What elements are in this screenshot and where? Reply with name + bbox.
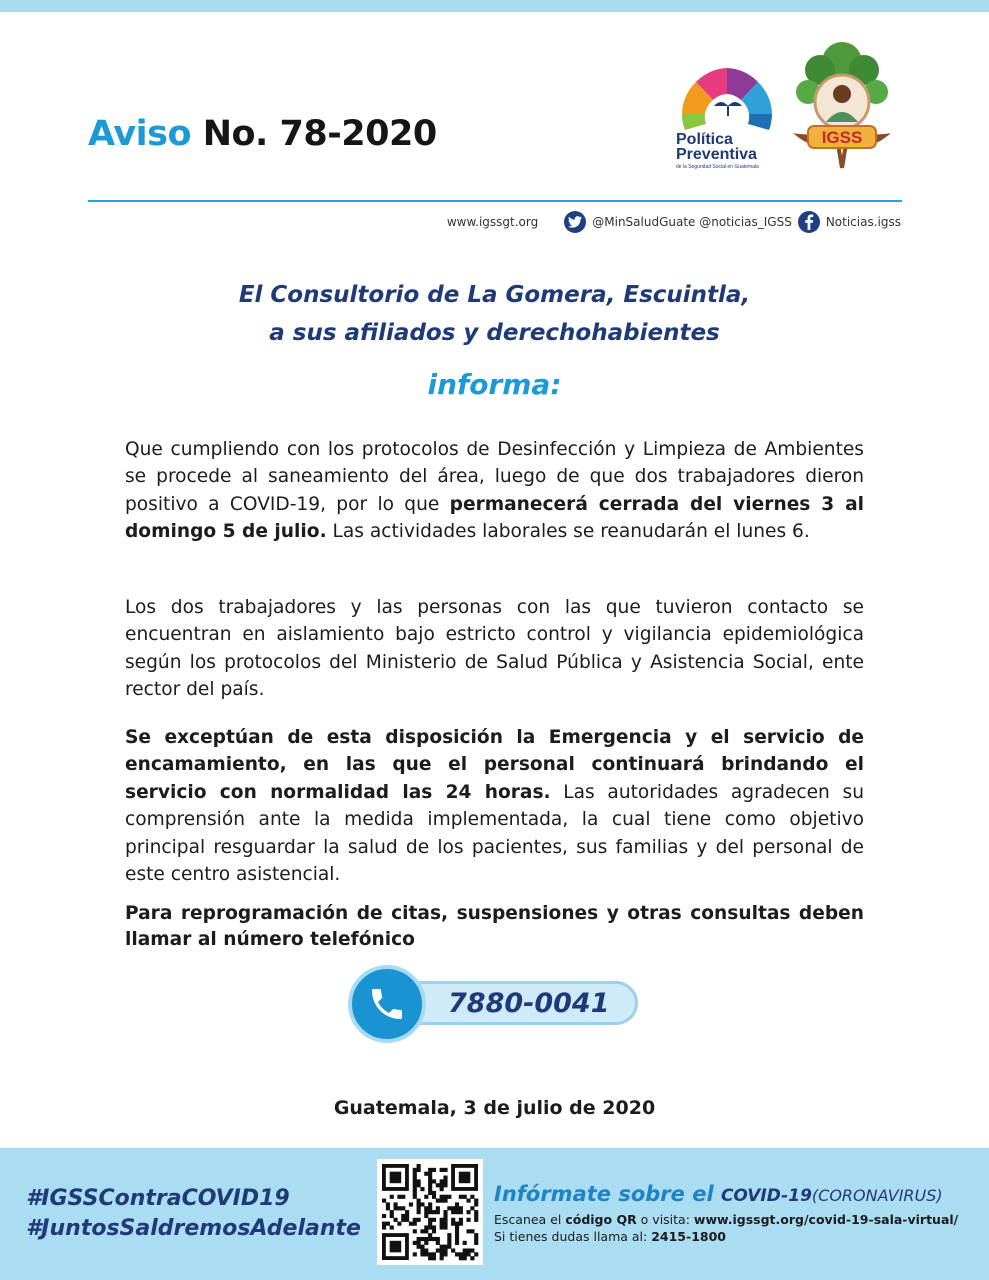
politica-preventiva-logo: [668, 58, 786, 174]
heading-line-1: El Consultorio de La Gomera, Escuintla,: [238, 282, 751, 308]
notice-title: [88, 114, 437, 154]
logo-text-politica: Política: [676, 131, 733, 148]
info-title-coronavirus: (CORONAVIRUS): [811, 1186, 943, 1205]
info-line-1-qr: código QR: [565, 1212, 637, 1227]
heading-line-2: a sus afiliados y derechohabientes: [269, 320, 720, 346]
paragraph-2: Los dos trabajadores y las personas con las que tuvieron contacto se encuentran en aislamiento bajo estricto control y vigilancia epidemiológica según los protocolos del Ministerio de Salud Pública y Asistencia Social, ente rector del país.: [125, 597, 864, 701]
paragraph-1-bold: permanecerá cerrada del viernes 3 al domingo 5 de julio.: [125, 493, 864, 543]
info-line-1-a: Escanea el: [494, 1212, 566, 1227]
info-line-2-a: Si tienes dudas llama al:: [494, 1229, 652, 1244]
facebook-icon: [798, 211, 820, 233]
facebook-page[interactable]: Noticias.igss: [825, 215, 901, 229]
info-title-lead: Infórmate sobre el: [494, 1182, 721, 1206]
info-line-1-url[interactable]: www.igssgt.org/covid-19-sala-virtual/: [693, 1212, 959, 1227]
paragraph-1: [125, 436, 864, 546]
paragraph-1-text-a: Que cumpliendo con los protocolos de Desinfección y Limpieza de Ambientes se procede al saneamiento del área, luego de que dos trabajadores dieron positivo a COVID-19, por lo que: [125, 439, 864, 515]
phone-icon: [348, 965, 426, 1043]
info-line-2: [494, 1229, 726, 1244]
qr-code[interactable]: [377, 1159, 483, 1265]
paragraph-1-text-c: Las actividades laborales se reanudarán el lunes 6.: [326, 521, 810, 543]
date-line: Guatemala, 3 de julio de 2020: [333, 1097, 656, 1119]
paragraph-3: [125, 724, 864, 888]
phone-number[interactable]: 7880-0041: [448, 988, 610, 1019]
info-line-1-c: o visita:: [636, 1212, 694, 1227]
informa-heading: informa:: [427, 368, 562, 401]
info-title: [494, 1182, 943, 1206]
info-title-covid: COVID-19: [720, 1186, 812, 1206]
hashtag-1: #IGSSContraCOVID19: [26, 1186, 290, 1211]
social-links: [447, 210, 901, 234]
paragraph-3-text: Las autoridades agradecen su comprensión ante la medida implementada, la cual tiene como objetivo principal resguardar la salud de los pacientes, sus familias y del personal de este centro asistencial.: [125, 781, 864, 886]
website-link[interactable]: www.igssgt.org: [446, 215, 539, 229]
paragraph-3-bold: Se exceptúan de esta disposición la Emergencia y el servicio de encamamiento, en las que el personal continuará brindando el servicio con normalidad las 24 horas.: [125, 727, 864, 803]
header-divider: [88, 200, 902, 202]
twitter-handles[interactable]: @MinSaludGuate @noticias_IGSS: [592, 215, 792, 229]
info-line-1: [494, 1212, 958, 1227]
twitter-icon: [564, 211, 586, 233]
paragraph-4: Para reprogramación de citas, suspensiones y otras consultas deben llamar al número telefónico: [125, 903, 864, 950]
igss-logo-text: IGSS: [821, 128, 863, 147]
logo-text-sub: de la Seguridad Social en Guatemala: [676, 164, 759, 170]
hashtag-2: #JuntosSaldremosAdelante: [26, 1216, 361, 1241]
info-line-2-phone[interactable]: 2415-1800: [651, 1229, 726, 1244]
notice-title-word: Aviso: [88, 114, 192, 154]
logo-text-preventiva: Preventiva: [676, 146, 757, 163]
igss-logo: [786, 40, 898, 172]
notice-number: No. 78-2020: [202, 114, 437, 154]
top-color-bar: [0, 0, 989, 12]
